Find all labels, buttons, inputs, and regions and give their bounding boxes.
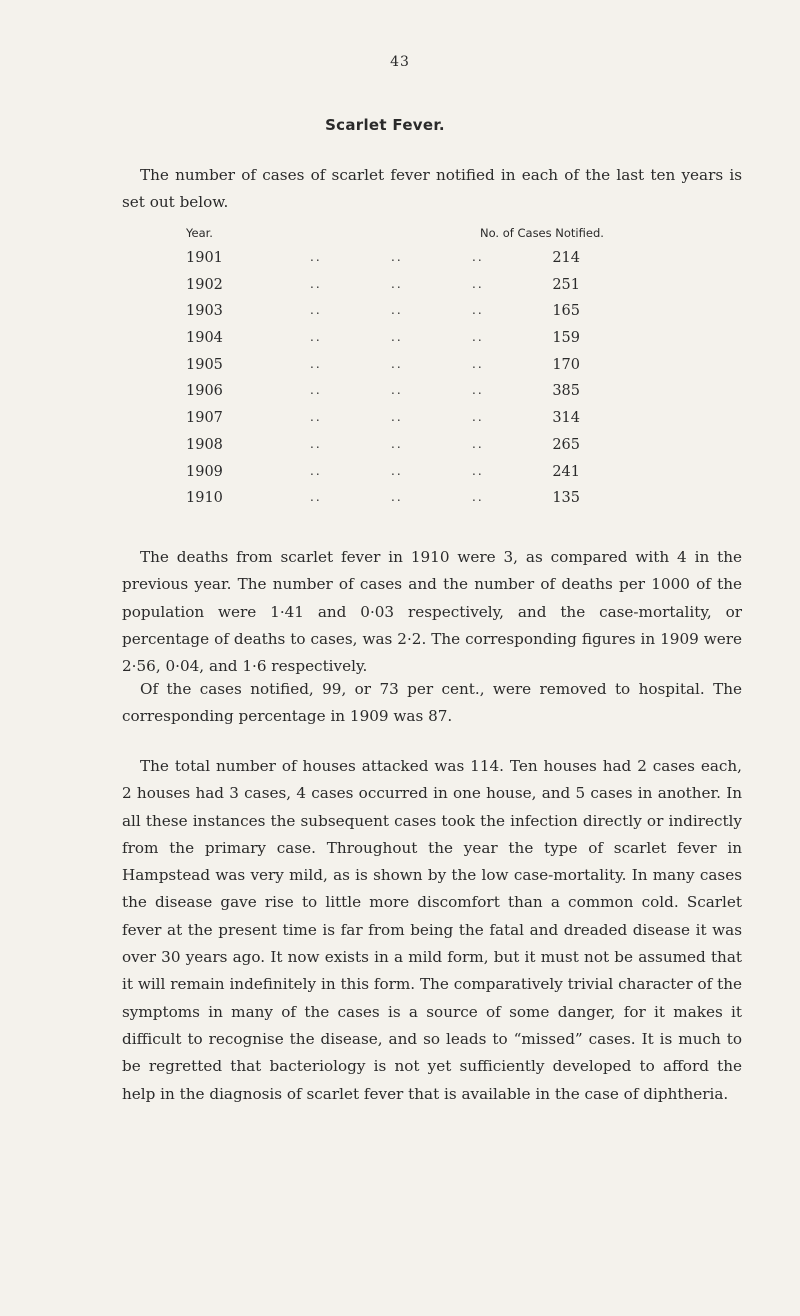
page-number: 43: [390, 54, 410, 70]
row-year: 1903: [186, 303, 223, 320]
table-row: [0, 330, 800, 357]
hospital-paragraph: Of the cases notified, 99, or 73 per cent., were removed to hospital. The corresponding percentage in 1909 was 87.: [122, 680, 742, 726]
row-year: 1905: [186, 356, 223, 373]
houses-paragraph: The total number of houses attacked was 114. Ten houses had 2 cases each, 2 houses had 3 cases, 4 cases occurred in one house, and 5 cases in another. In all these instances the subsequent cases took the infection directly or indirectly from the primary case. Throughout the year the type of scarlet fever in Hampstead was very mild, as is shown by the low case-mortality. In many cases the disease gave rise to little more discomfort than a common cold. Scarlet fever at the present time is far from being the fatal and dreaded disease it was over 30 years ago. It now exists in a mild form, but it must not be assumed that it will remain indefinitely in this form. The comparatively trivial character of the symptoms in many of the cases is a source of some danger, for it makes it difficult to recognise the disease, and so leads to “missed” cases. It is much to be regretted that bacteriology is not yet sufficiently developed to afford the help in the diagnosis of scarlet fever that is available in the case of diphtheria.: [122, 757, 742, 1103]
leader-dots: .. .. ..: [310, 436, 484, 451]
row-cases: 265: [552, 436, 580, 453]
column-header-year: Year.: [186, 226, 213, 240]
row-cases: 241: [552, 463, 580, 480]
leader-dots: .. .. ..: [310, 463, 484, 478]
leader-dots: .. .. ..: [310, 410, 484, 425]
table-row: [0, 437, 800, 464]
row-cases: 314: [552, 410, 580, 427]
row-year: 1902: [186, 276, 223, 293]
row-year: 1910: [186, 490, 223, 507]
leader-dots: .. .. ..: [310, 330, 484, 345]
row-year: 1901: [186, 250, 223, 266]
row-cases: 135: [552, 490, 580, 507]
leader-dots: .. .. ..: [310, 356, 484, 371]
leader-dots: .. .. ..: [310, 383, 484, 398]
row-cases: 170: [552, 356, 580, 373]
deaths-paragraph: The deaths from scarlet fever in 1910 were 3, as compared with 4 in the previous year. The number of cases and the number of deaths per 1000 of the population were 1·41 and 0·03 respectively, and the case-mortality, or percentage of deaths to cases, was 2·2. The corresponding figures in 1909 were 2·56, 0·04, and 1·6 respectively.: [122, 548, 742, 676]
row-year: 1904: [186, 330, 223, 347]
section-title: Scarlet Fever.: [325, 116, 445, 134]
row-year: 1906: [186, 383, 223, 400]
row-year: 1909: [186, 463, 223, 480]
row-cases: 214: [552, 250, 580, 266]
row-cases: 159: [552, 330, 580, 347]
table-row: [0, 490, 800, 517]
table-row: [0, 250, 800, 277]
cases-table: [0, 250, 800, 517]
leader-dots: .. .. ..: [310, 276, 484, 291]
table-row: [0, 277, 800, 304]
leader-dots: .. .. ..: [310, 303, 484, 318]
table-row: [0, 383, 800, 410]
table-row: [0, 357, 800, 384]
row-year: 1908: [186, 436, 223, 453]
table-row: [0, 410, 800, 437]
row-cases: 165: [552, 303, 580, 320]
intro-paragraph: The number of cases of scarlet fever notified in each of the last ten years is set out below.: [122, 166, 742, 211]
table-row: [0, 303, 800, 330]
table-row: [0, 464, 800, 491]
leader-dots: .. .. ..: [310, 250, 484, 264]
row-cases: 251: [552, 276, 580, 293]
leader-dots: .. .. ..: [310, 490, 484, 505]
row-cases: 385: [552, 383, 580, 400]
row-year: 1907: [186, 410, 223, 427]
column-header-cases: No. of Cases Notified.: [480, 226, 604, 240]
